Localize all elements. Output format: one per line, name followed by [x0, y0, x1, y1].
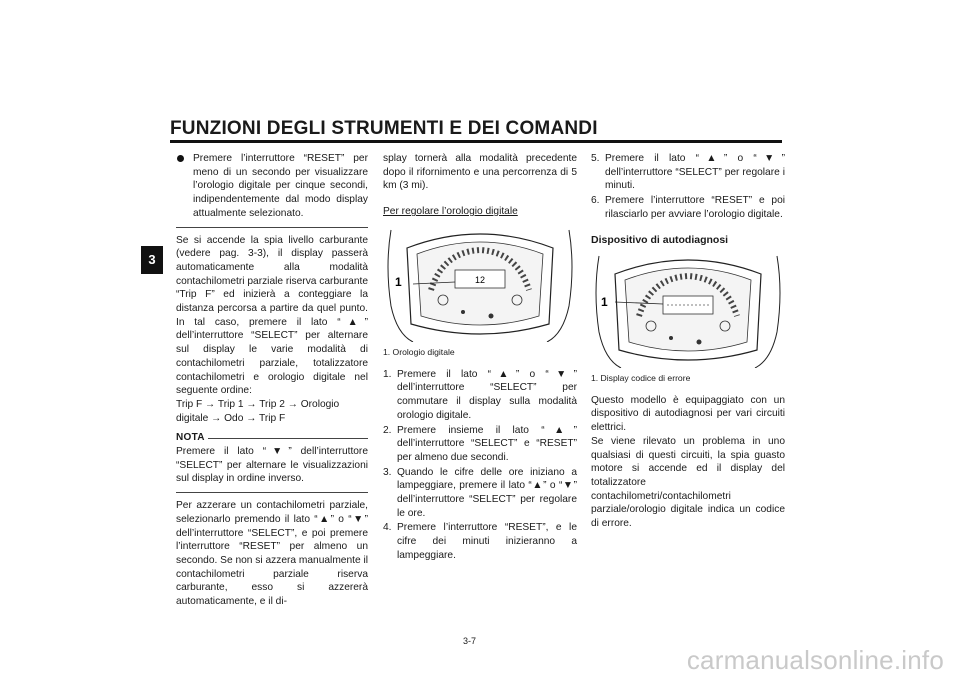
- speedometer-figure-error: [591, 252, 785, 368]
- figure-callout-1: 1: [395, 275, 402, 289]
- clock-heading: Per regolare l’orologio digitale: [383, 206, 518, 218]
- column-1: [176, 152, 368, 609]
- bullet-item: [176, 152, 368, 221]
- list-item: 2. Premere insieme il lato “▲” dell’interruttore “SELECT” e “RESET” per almeno due secondi.: [383, 424, 577, 463]
- column-2-lower: [383, 346, 577, 564]
- list-item: 5. Premere il lato “▲” o “▼” dell’interruttore “SELECT” per regolare i minuti.: [591, 153, 785, 192]
- nota-header: [176, 431, 368, 445]
- reset-trip-paragraph: Per azzerare un contachilometri parziale, selezionarlo premendo il lato “▲” o “▼” dell’interruttore “SELECT”, e poi premere l’interruttore “RESET” per almeno un secondo. Se non si azzera manualmente il contachilometri parziale riserva carburante, esso si azzererà automaticamente, e il di-: [176, 500, 368, 608]
- nota-end-rule: [176, 492, 368, 493]
- diagnosis-paragraph: Questo modello è equipaggiato con un dispositivo di autodiagnosi per vari circuiti elettrici. Se viene rilevato un problema in uno qualsiasi di questi circuiti, la spia guasto motore si accende ed il display del totalizzatore contachilometri/contachilometri parziale/orologio digitale indica un codice di errore.: [591, 394, 785, 530]
- figure-caption-clock: 1. Orologio digitale: [383, 347, 455, 357]
- page-number: 3-7: [463, 636, 477, 646]
- diagnosis-heading: Dispositivo di autodiagnosi: [591, 233, 729, 246]
- mode-sequence: Trip F → Trip 1 → Trip 2 → Orologio digitale → Odo → Trip F: [176, 398, 340, 424]
- svg-text:12: 12: [474, 275, 486, 285]
- chapter-tab: 3: [141, 246, 163, 274]
- speedometer-figure-clock: [383, 226, 577, 342]
- list-item: 1. Premere il lato “▲” o “▼” dell’interruttore “SELECT” per commutare il display sulla modalità orologio digitale.: [383, 368, 577, 421]
- figure-caption-error: 1. Display codice di errore: [591, 373, 691, 383]
- column-3: [591, 152, 785, 247]
- fuel-reserve-paragraph: Se si accende la spia livello carburante (vedere pag. 3-3), il display passerà automaticamente alla modalità contachilometri parziale riserva carburante “Trip F” ed inizierà a conteggiare la distanza percorsa a partire da quel punto. In tal caso, premere il lato “▲” dell’interruttore “SELECT” per alternare sul display le varie modalità di contachilometri parziale, totalizzatore contachilometri e orologio digitale nel seguente ordine:: [176, 234, 368, 397]
- watermark: carmanualsonline.info: [686, 645, 944, 675]
- divider: [176, 227, 368, 228]
- bullet-icon: [177, 155, 184, 162]
- figure-callout-2: 1: [601, 295, 608, 309]
- bullet-text: Premere l’interruttore “RESET” per meno di un secondo per visualizzare l’orologio digitale per cinque secondi, indipendentemente dal modo display attualmente selezionato.: [193, 153, 368, 219]
- list-item: 3. Quando le cifre delle ore iniziano a lampeggiare, premere il lato “▲” o “▼” dell’interruttore “SELECT” per regolare le ore.: [383, 466, 577, 519]
- title-rule: [170, 140, 782, 143]
- continued-paragraph: splay tornerà alla modalità precedente dopo il rifornimento e una percorrenza di 5 km (3 mi).: [383, 153, 577, 192]
- column-3-lower: [591, 372, 785, 531]
- nota-label: NOTA: [176, 432, 205, 444]
- list-item: 4. Premere l’interruttore “RESET”, e le cifre dei minuti inizieranno a lampeggiare.: [383, 522, 577, 561]
- column-2: [383, 152, 577, 219]
- list-item: 6. Premere l’interruttore “RESET” e poi rilasciarlo per avviare l’orologio digitale.: [591, 195, 785, 220]
- nota-text: Premere il lato “▼” dell’interruttore “SELECT” per alternare le visualizzazioni sul display in ordine inverso.: [176, 446, 368, 485]
- nota-rule: [208, 438, 368, 439]
- page-title: FUNZIONI DEGLI STRUMENTI E DEI COMANDI: [170, 118, 598, 139]
